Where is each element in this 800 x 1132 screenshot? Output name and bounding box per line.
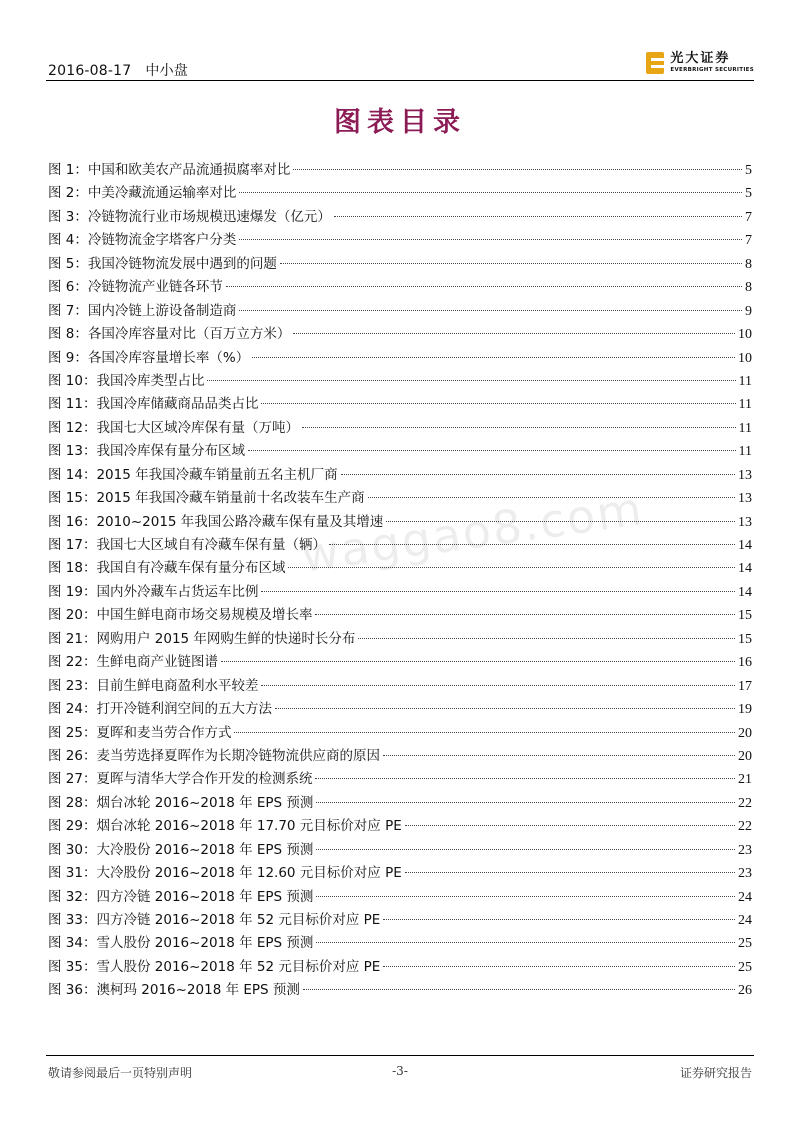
- toc-entry-label[interactable]: 图 9：各国冷库容量增长率（%）: [48, 349, 250, 366]
- toc-entry-label[interactable]: 图 10：我国冷库类型占比: [48, 372, 205, 389]
- toc-leader-dots: [383, 919, 735, 920]
- toc-entry-label[interactable]: 图 11：我国冷库储藏商品品类占比: [48, 396, 259, 413]
- toc-leader-dots: [358, 638, 735, 639]
- toc-entry[interactable]: [48, 229, 752, 252]
- toc-entry-page[interactable]: 7: [745, 209, 752, 225]
- toc-entry-label[interactable]: 图 14：2015 年我国冷藏车销量前五名主机厂商: [48, 466, 338, 483]
- toc-leader-dots: [288, 567, 735, 568]
- toc-entry-label[interactable]: 图 18：我国自有冷藏车保有量分布区域: [48, 560, 286, 577]
- toc-entry-label[interactable]: 图 35：雪人股份 2016~2018 年 52 元目标价对应 PE: [48, 958, 381, 975]
- toc-entry[interactable]: [48, 932, 752, 955]
- toc-entry[interactable]: [48, 300, 752, 323]
- toc-entry-page[interactable]: 16: [738, 655, 752, 671]
- toc-entry-label[interactable]: 图 23：目前生鲜电商盈利水平较差: [48, 677, 259, 694]
- toc-leader-dots: [316, 849, 735, 850]
- toc-entry-page[interactable]: 10: [738, 327, 752, 343]
- toc-entry-page[interactable]: 15: [738, 608, 752, 624]
- toc-entry-label[interactable]: 图 25：夏晖和麦当劳合作方式: [48, 724, 232, 741]
- toc-leader-dots: [239, 310, 742, 311]
- toc-entry-label[interactable]: 图 15：2015 年我国冷藏车销量前十名改装车生产商: [48, 490, 365, 507]
- toc-entry[interactable]: [48, 464, 752, 487]
- toc-entry-label[interactable]: 图 28：烟台冰轮 2016~2018 年 EPS 预测: [48, 794, 314, 811]
- toc-entry-label[interactable]: 图 5：我国冷链物流发展中遇到的问题: [48, 255, 277, 272]
- toc-entry[interactable]: [48, 511, 752, 534]
- toc-entry[interactable]: [48, 534, 752, 557]
- report-category: 中小盘: [145, 63, 188, 79]
- toc-leader-dots: [261, 591, 735, 592]
- page-number: -3-: [392, 1064, 408, 1078]
- toc-entry-page[interactable]: 22: [738, 819, 752, 835]
- toc-leader-dots: [368, 497, 735, 498]
- toc-entry[interactable]: [48, 675, 752, 698]
- company-logo: [646, 52, 754, 74]
- toc-entry-label[interactable]: 图 36：澳柯玛 2016~2018 年 EPS 预测: [48, 982, 300, 999]
- toc-entry-label[interactable]: 图 27：夏晖与清华大学合作开发的检测系统: [48, 771, 313, 788]
- logo-icon: [646, 52, 664, 74]
- toc-entry-page[interactable]: 20: [738, 725, 752, 741]
- toc-entry[interactable]: [48, 347, 752, 370]
- toc-entry-page[interactable]: 8: [745, 256, 752, 272]
- toc-entry-label[interactable]: 图 17：我国七大区域自有冷藏车保有量（辆）: [48, 537, 326, 553]
- toc-entry-page[interactable]: 5: [745, 186, 752, 202]
- toc-leader-dots: [405, 872, 735, 873]
- toc-leader-dots: [248, 450, 736, 451]
- page-header: [46, 50, 754, 81]
- toc-leader-dots: [329, 544, 735, 545]
- toc-leader-dots: [383, 755, 735, 756]
- toc-leader-dots: [261, 685, 735, 686]
- toc-entry-label[interactable]: 图 20：中国生鲜电商市场交易规模及增长率: [48, 607, 313, 624]
- toc-entry-page[interactable]: 11: [738, 397, 752, 413]
- toc-entry-page[interactable]: 19: [738, 702, 752, 718]
- toc-entry-page[interactable]: 14: [738, 538, 752, 553]
- toc-entry-page[interactable]: 25: [738, 936, 752, 952]
- toc-entry[interactable]: [48, 604, 752, 627]
- toc-entry[interactable]: [48, 440, 752, 463]
- toc-entry[interactable]: [48, 722, 752, 745]
- toc-entry-page[interactable]: 9: [745, 303, 752, 319]
- toc-entry[interactable]: [48, 159, 752, 182]
- header-meta: [48, 60, 188, 80]
- toc-entry[interactable]: [48, 792, 752, 815]
- toc-entry-label[interactable]: 图 13：我国冷库保有量分布区域: [48, 443, 245, 460]
- toc-entry[interactable]: [48, 862, 752, 885]
- watermark: waggao8.com: [297, 481, 647, 583]
- toc-entry-label[interactable]: 图 4：冷链物流金字塔客户分类: [48, 232, 237, 249]
- toc-entry-page[interactable]: 8: [745, 280, 752, 296]
- toc-entry[interactable]: [48, 581, 752, 604]
- toc-entry[interactable]: [48, 909, 752, 932]
- toc-entry-page[interactable]: 11: [738, 373, 752, 389]
- toc-leader-dots: [316, 802, 735, 803]
- toc-entry-page[interactable]: 13: [738, 514, 752, 530]
- toc-entry[interactable]: [48, 956, 752, 979]
- toc-leader-dots: [341, 474, 735, 475]
- toc-leader-dots: [239, 192, 742, 193]
- toc-leader-dots: [316, 896, 735, 897]
- toc-entry-page[interactable]: 5: [745, 163, 752, 178]
- toc-entry-label[interactable]: 图 7：国内冷链上游设备制造商: [48, 302, 237, 319]
- toc-entry-label[interactable]: 图 8：各国冷库容量对比（百万立方米）: [48, 326, 291, 343]
- toc-entry-page[interactable]: 22: [738, 795, 752, 811]
- toc-entry-label[interactable]: 图 1：中国和欧美农产品流通损腐率对比: [48, 162, 291, 178]
- toc-entry[interactable]: [48, 815, 752, 838]
- toc-entry-page[interactable]: 23: [738, 842, 752, 858]
- toc-leader-dots: [334, 216, 742, 217]
- toc-entry-page[interactable]: 14: [738, 584, 752, 600]
- toc-entry-page[interactable]: 20: [738, 748, 752, 764]
- toc-entry-page[interactable]: 7: [745, 233, 752, 249]
- toc-leader-dots: [302, 427, 736, 428]
- toc-entry-label[interactable]: 图 3：冷链物流行业市场规模迅速爆发（亿元）: [48, 208, 331, 225]
- toc-entry-page[interactable]: 13: [738, 467, 752, 483]
- toc-leader-dots: [226, 286, 742, 287]
- toc-leader-dots: [315, 778, 735, 779]
- toc-entry-label[interactable]: 图 19：国内外冷藏车占货运车比例: [48, 583, 259, 600]
- logo-name-en: EVERBRIGHT SECURITIES: [670, 67, 754, 73]
- toc-entry[interactable]: [48, 651, 752, 674]
- toc-entry-page[interactable]: 11: [738, 420, 752, 436]
- page-title: 图表目录: [334, 107, 466, 138]
- toc-leader-dots: [293, 169, 742, 170]
- toc-entry-page[interactable]: 26: [738, 983, 752, 999]
- toc-entry[interactable]: [48, 487, 752, 510]
- toc-leader-dots: [405, 825, 735, 826]
- toc-entry-page[interactable]: 17: [738, 678, 752, 694]
- toc-entry[interactable]: [48, 698, 752, 721]
- toc-entry[interactable]: [48, 206, 752, 229]
- toc-entry-label[interactable]: 图 21：网购用户 2015 年网购生鲜的快递时长分布: [48, 630, 356, 647]
- toc-leader-dots: [386, 521, 735, 522]
- toc-entry-page[interactable]: 24: [738, 889, 752, 905]
- toc-entry-label[interactable]: 图 12：我国七大区域冷库保有量（万吨）: [48, 419, 299, 436]
- toc-entry-page[interactable]: 15: [738, 631, 752, 647]
- toc-leader-dots: [261, 403, 735, 404]
- toc-entry-page[interactable]: 14: [738, 561, 752, 577]
- toc-entry[interactable]: [48, 323, 752, 346]
- footer-disclaimer: 敬请参阅最后一页特别声明: [48, 1066, 193, 1080]
- toc-entry[interactable]: [48, 979, 752, 1002]
- toc-leader-dots: [303, 989, 735, 990]
- toc-leader-dots: [316, 942, 735, 943]
- toc-entry[interactable]: [48, 417, 752, 440]
- toc-entry-label[interactable]: 图 33：四方冷链 2016~2018 年 52 元目标价对应 PE: [48, 912, 381, 928]
- toc-leader-dots: [207, 380, 735, 381]
- toc-leader-dots: [293, 333, 735, 334]
- toc-entry-label[interactable]: 图 16：2010~2015 年我国公路冷藏车保有量及其增速: [48, 513, 384, 530]
- toc-entry[interactable]: [48, 393, 752, 416]
- toc-leader-dots: [275, 708, 735, 709]
- toc-entry[interactable]: [48, 745, 752, 768]
- toc-entry-label[interactable]: 图 34：雪人股份 2016~2018 年 EPS 预测: [48, 935, 314, 952]
- figure-list: [48, 159, 752, 1003]
- toc-entry[interactable]: [48, 182, 752, 205]
- toc-entry-label[interactable]: 图 31：大冷股份 2016~2018 年 12.60 元目标价对应 PE: [48, 865, 402, 882]
- toc-entry-page[interactable]: 23: [738, 866, 752, 882]
- footer-report-type: 证券研究报告: [679, 1066, 752, 1080]
- toc-entry[interactable]: [48, 276, 752, 299]
- toc-entry[interactable]: [48, 768, 752, 791]
- toc-leader-dots: [315, 614, 735, 615]
- toc-entry-page[interactable]: 21: [738, 772, 752, 788]
- toc-entry-label[interactable]: 图 22：生鲜电商产业链图谱: [48, 654, 218, 671]
- logo-name-cn: 光大证券: [670, 51, 731, 66]
- toc-entry-page[interactable]: 25: [738, 959, 752, 975]
- toc-entry[interactable]: [48, 253, 752, 276]
- toc-entry[interactable]: [48, 886, 752, 909]
- toc-leader-dots: [234, 732, 735, 733]
- toc-entry[interactable]: [48, 557, 752, 580]
- toc-entry[interactable]: [48, 839, 752, 862]
- toc-entry-label[interactable]: 图 29：烟台冰轮 2016~2018 年 17.70 元目标价对应 PE: [48, 818, 402, 835]
- toc-entry-label[interactable]: 图 6：冷链物流产业链各环节: [48, 279, 223, 296]
- toc-entry[interactable]: [48, 370, 752, 393]
- toc-leader-dots: [221, 661, 735, 662]
- toc-entry-label[interactable]: 图 30：大冷股份 2016~2018 年 EPS 预测: [48, 841, 314, 858]
- toc-entry[interactable]: [48, 628, 752, 651]
- toc-entry-label[interactable]: 图 26：麦当劳选择夏晖作为长期冷链物流供应商的原因: [48, 747, 380, 764]
- toc-entry-label[interactable]: 图 32：四方冷链 2016~2018 年 EPS 预测: [48, 888, 314, 905]
- page-footer: [46, 1055, 754, 1086]
- toc-entry-label[interactable]: 图 2：中美冷藏流通运输率对比: [48, 185, 237, 202]
- toc-leader-dots: [239, 239, 742, 240]
- toc-entry-page[interactable]: 13: [738, 491, 752, 507]
- toc-leader-dots: [383, 966, 735, 967]
- toc-leader-dots: [280, 263, 742, 264]
- toc-entry-page[interactable]: 11: [738, 444, 752, 460]
- toc-leader-dots: [252, 357, 735, 358]
- toc-entry-page[interactable]: 10: [738, 350, 752, 366]
- toc-entry-page[interactable]: 24: [738, 913, 752, 928]
- report-date: 2016-08-17: [48, 63, 132, 79]
- toc-entry-label[interactable]: 图 24：打开冷链利润空间的五大方法: [48, 701, 272, 718]
